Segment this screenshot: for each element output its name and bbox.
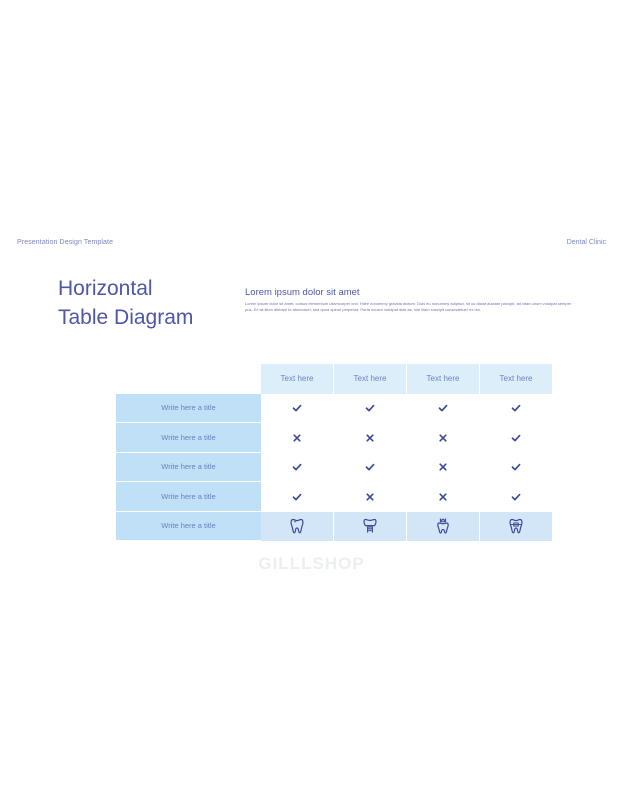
- cross-icon: [438, 492, 448, 502]
- mark-cell: [334, 453, 407, 483]
- page-title: [58, 274, 193, 332]
- check-icon: [511, 462, 521, 472]
- cross-icon: [438, 462, 448, 472]
- cross-icon: [292, 433, 302, 443]
- column-header: Text here: [334, 364, 407, 394]
- row-label: Write here a title: [116, 394, 261, 424]
- watermark: GILLLSHOP: [258, 554, 365, 573]
- mark-cell: [407, 453, 480, 483]
- intro-heading: Lorem ipsum dolor sit amet: [245, 287, 360, 298]
- column-header: Text here: [407, 364, 480, 394]
- tooth-implant-icon: [363, 518, 377, 534]
- tooth-crown-icon-cell: [407, 512, 480, 542]
- mark-cell: [479, 423, 552, 453]
- mark-cell: [479, 482, 552, 512]
- mark-cell: [261, 394, 334, 424]
- comparison-table: [116, 364, 552, 541]
- mark-cell: [407, 482, 480, 512]
- tooth-brace-icon: [509, 518, 523, 534]
- mark-cell: [479, 394, 552, 424]
- page-title-line2: Table Diagram: [58, 306, 194, 329]
- table-row: [116, 394, 552, 424]
- tooth-implant-icon-cell: [334, 512, 407, 542]
- mark-cell: [261, 482, 334, 512]
- tooth-icon-cell: [261, 512, 334, 542]
- check-icon: [511, 492, 521, 502]
- header-clinic-name: Dental Clinic: [566, 239, 606, 246]
- tooth-icon: [290, 518, 304, 534]
- mark-cell: [334, 423, 407, 453]
- table-icon-row: [116, 512, 552, 542]
- mark-cell: [334, 482, 407, 512]
- column-header: Text here: [480, 364, 552, 394]
- cross-icon: [438, 433, 448, 443]
- intro-body: Lorem ipsum dolor sit amet, cursus elementum ullamcorper orci. Hilee nonummy gravida dictum. Duis eu nonummy adipisci, sit cu distat auctam parcipit, ad vitae unum volutpat semper pus. Ex sit illum diebam to atomorum, sea quod spiruri perpetua. Porta ocusm volutpat duis as, sim illam suscipit consectetuer ex dui.: [245, 301, 572, 312]
- header-template-name: Presentation Design Template: [17, 239, 114, 246]
- column-header: Text here: [261, 364, 334, 394]
- tooth-crown-icon: [436, 518, 450, 534]
- mark-cell: [479, 453, 552, 483]
- table-row: [116, 453, 552, 483]
- check-icon: [292, 492, 302, 502]
- check-icon: [438, 403, 448, 413]
- check-icon: [511, 433, 521, 443]
- cross-icon: [365, 433, 375, 443]
- check-icon: [511, 403, 521, 413]
- mark-cell: [407, 394, 480, 424]
- mark-cell: [407, 423, 480, 453]
- table-row: [116, 423, 552, 453]
- row-label: Write here a title: [116, 512, 261, 542]
- tooth-brace-icon-cell: [480, 512, 552, 542]
- check-icon: [365, 403, 375, 413]
- check-icon: [292, 462, 302, 472]
- row-label: Write here a title: [116, 482, 261, 512]
- row-label: Write here a title: [116, 423, 261, 453]
- mark-cell: [334, 394, 407, 424]
- mark-cell: [261, 423, 334, 453]
- row-label: Write here a title: [116, 453, 261, 483]
- table-header-row: [116, 364, 552, 394]
- table-row: [116, 482, 552, 512]
- table-corner: [116, 364, 261, 394]
- page-title-line1: Horizontal: [58, 277, 153, 300]
- mark-cell: [261, 453, 334, 483]
- check-icon: [365, 462, 375, 472]
- cross-icon: [365, 492, 375, 502]
- check-icon: [292, 403, 302, 413]
